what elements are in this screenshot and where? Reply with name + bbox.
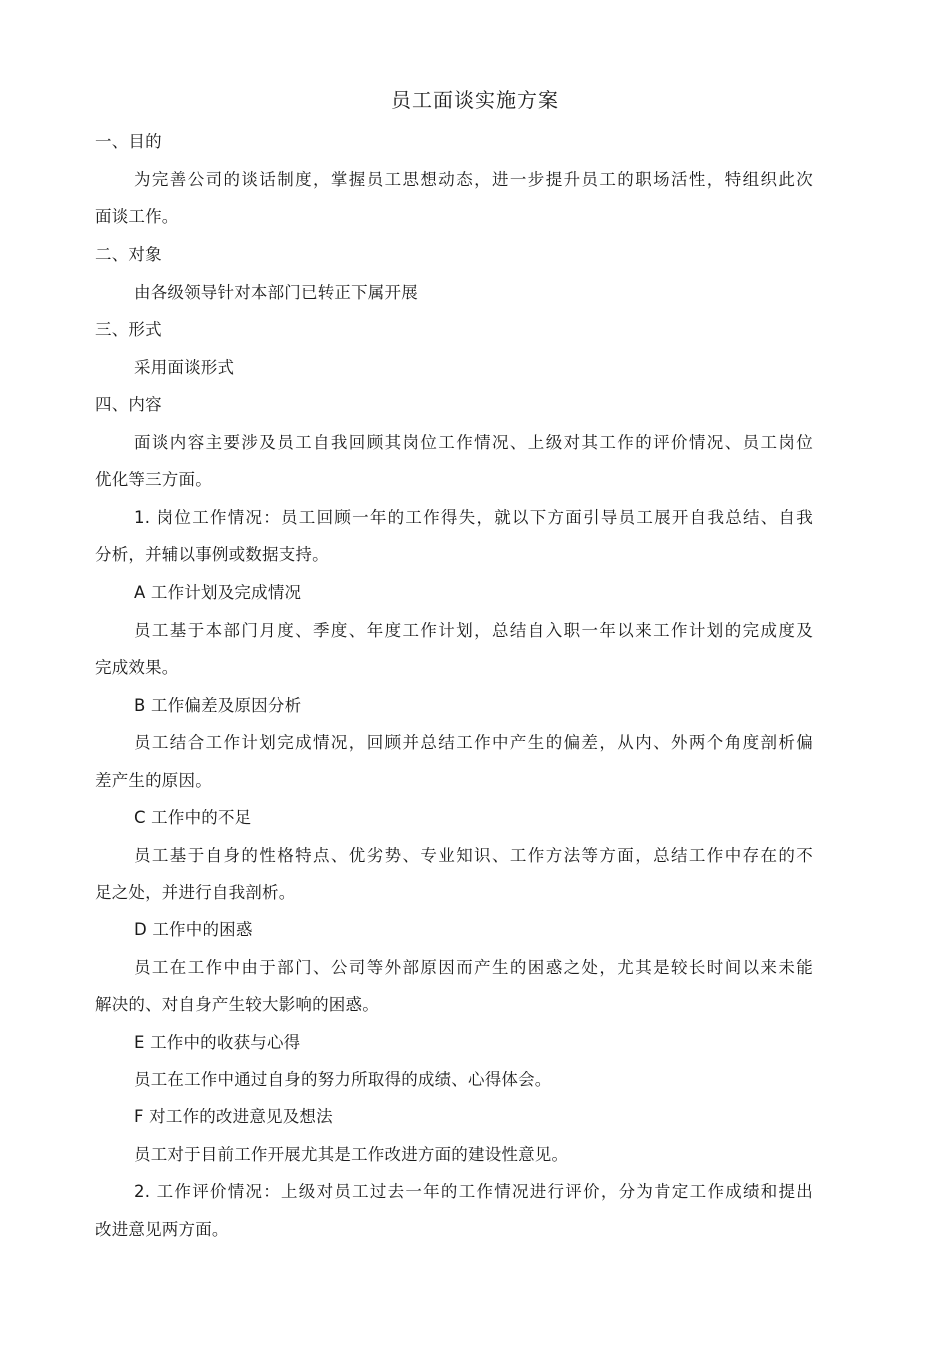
paragraph-line: 员工对于目前工作开展尤其是工作改进方面的建设性意见。 xyxy=(134,1145,569,1164)
subheading-d: D 工作中的困惑 xyxy=(134,920,253,939)
paragraph-line: 2. 工作评价情况：上级对员工过去一年的工作情况进行评价，分为肯定工作成绩和提出 xyxy=(134,1182,813,1201)
paragraph-line: 员工基于本部门月度、季度、年度工作计划，总结自入职一年以来工作计划的完成度及 xyxy=(134,621,813,640)
paragraph-line: 解决的、对自身产生较大影响的困惑。 xyxy=(95,995,379,1014)
paragraph-line: 差产生的原因。 xyxy=(95,771,212,790)
paragraph-line: 改进意见两方面。 xyxy=(95,1220,229,1239)
paragraph-line: 为完善公司的谈话制度，掌握员工思想动态，进一步提升员工的职场活性，特组织此次 xyxy=(134,170,813,189)
section-heading-form: 三、形式 xyxy=(95,320,162,339)
section-heading-purpose: 一、目的 xyxy=(95,132,162,151)
subheading-e: E 工作中的收获与心得 xyxy=(134,1033,301,1052)
paragraph-line: 采用面谈形式 xyxy=(134,358,235,377)
paragraph-line: 员工基于自身的性格特点、优劣势、专业知识、工作方法等方面，总结工作中存在的不 xyxy=(134,846,813,865)
paragraph-line: 1. 岗位工作情况：员工回顾一年的工作得失，就以下方面引导员工展开自我总结、自我 xyxy=(134,508,813,527)
subheading-a: A 工作计划及完成情况 xyxy=(134,583,302,602)
subheading-f: F 对工作的改进意见及想法 xyxy=(134,1107,333,1126)
paragraph-line: 员工在工作中通过自身的努力所取得的成绩、心得体会。 xyxy=(134,1070,552,1089)
paragraph-line: 面谈工作。 xyxy=(95,207,179,226)
paragraph-line: 员工结合工作计划完成情况，回顾并总结工作中产生的偏差，从内、外两个角度剖析偏 xyxy=(134,733,813,752)
paragraph-line: 面谈内容主要涉及员工自我回顾其岗位工作情况、上级对其工作的评价情况、员工岗位 xyxy=(134,433,813,452)
subheading-c: C 工作中的不足 xyxy=(134,808,252,827)
paragraph-line: 优化等三方面。 xyxy=(95,470,212,489)
paragraph-line: 由各级领导针对本部门已转正下属开展 xyxy=(134,283,418,302)
section-heading-content: 四、内容 xyxy=(95,395,162,414)
document-title: 员工面谈实施方案 xyxy=(391,88,559,112)
paragraph-line: 完成效果。 xyxy=(95,658,179,677)
paragraph-line: 员工在工作中由于部门、公司等外部原因而产生的困惑之处，尤其是较长时间以来未能 xyxy=(134,958,813,977)
paragraph-line: 分析，并辅以事例或数据支持。 xyxy=(95,545,329,564)
subheading-b: B 工作偏差及原因分析 xyxy=(134,696,302,715)
section-heading-target: 二、对象 xyxy=(95,245,162,264)
paragraph-line: 足之处，并进行自我剖析。 xyxy=(95,883,296,902)
